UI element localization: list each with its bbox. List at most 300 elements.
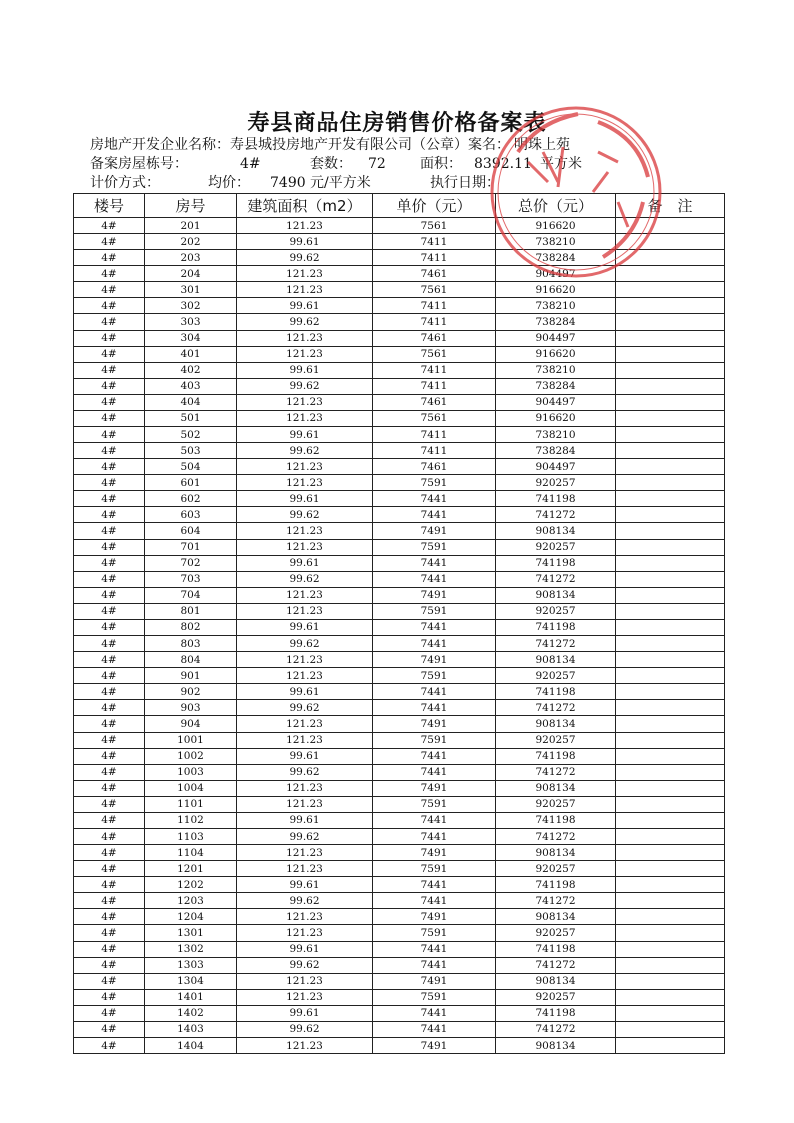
cell-area: 99.61: [237, 1005, 373, 1021]
header-room: 房号: [145, 194, 237, 218]
cell-unit-price: 7411: [373, 427, 496, 443]
table-row: [74, 636, 725, 652]
cell-total-price: 741272: [496, 764, 616, 780]
cell-building: 4#: [74, 668, 145, 684]
cell-room: 603: [145, 507, 237, 523]
table-row: [74, 652, 725, 668]
table-row: [74, 330, 725, 346]
cell-remarks: [616, 732, 725, 748]
cell-total-price: 738284: [496, 378, 616, 394]
table-row: [74, 410, 725, 426]
cell-total-price: 916620: [496, 410, 616, 426]
cell-remarks: [616, 828, 725, 844]
cell-total-price: 916620: [496, 218, 616, 234]
table-row: [74, 491, 725, 507]
cell-building: 4#: [74, 427, 145, 443]
table-row: [74, 668, 725, 684]
table-row: [74, 861, 725, 877]
table-row: [74, 459, 725, 475]
cell-total-price: 738210: [496, 427, 616, 443]
cell-building: 4#: [74, 636, 145, 652]
cell-remarks: [616, 668, 725, 684]
table-row: [74, 780, 725, 796]
table-row: [74, 877, 725, 893]
table-row: [74, 796, 725, 812]
cell-total-price: 741198: [496, 619, 616, 635]
cell-unit-price: 7441: [373, 507, 496, 523]
cell-remarks: [616, 973, 725, 989]
cell-total-price: 904497: [496, 459, 616, 475]
pricing-label: 计价方式：: [90, 175, 160, 191]
cell-remarks: [616, 764, 725, 780]
table-row: [74, 443, 725, 459]
cell-building: 4#: [74, 845, 145, 861]
cell-remarks: [616, 957, 725, 973]
table-row: [74, 362, 725, 378]
cell-area: 121.23: [237, 459, 373, 475]
table-row: [74, 925, 725, 941]
cell-remarks: [616, 1037, 725, 1053]
cell-room: 1201: [145, 861, 237, 877]
cell-building: 4#: [74, 796, 145, 812]
cell-remarks: [616, 507, 725, 523]
cell-remarks: [616, 812, 725, 828]
cell-area: 99.61: [237, 748, 373, 764]
cell-area: 99.61: [237, 812, 373, 828]
header-total-price: 总价（元）: [496, 194, 616, 218]
cell-area: 121.23: [237, 475, 373, 491]
table-row: [74, 973, 725, 989]
cell-area: 121.23: [237, 539, 373, 555]
cell-total-price: 908134: [496, 1037, 616, 1053]
cell-unit-price: 7491: [373, 909, 496, 925]
cell-area: 99.61: [237, 941, 373, 957]
table-row: [74, 218, 725, 234]
cell-unit-price: 7411: [373, 298, 496, 314]
cell-unit-price: 7591: [373, 668, 496, 684]
table-row: [74, 700, 725, 716]
cell-total-price: 738284: [496, 314, 616, 330]
table-row: [74, 234, 725, 250]
cell-room: 1404: [145, 1037, 237, 1053]
header-building: 楼号: [74, 194, 145, 218]
cell-unit-price: 7411: [373, 250, 496, 266]
cell-building: 4#: [74, 507, 145, 523]
cell-building: 4#: [74, 684, 145, 700]
header-unit-price: 单价（元）: [373, 194, 496, 218]
table-row: [74, 523, 725, 539]
building-row: [90, 155, 582, 173]
cell-unit-price: 7441: [373, 619, 496, 635]
cell-room: 502: [145, 427, 237, 443]
cell-room: 504: [145, 459, 237, 475]
cell-unit-price: 7461: [373, 330, 496, 346]
cell-building: 4#: [74, 909, 145, 925]
cell-total-price: 741272: [496, 957, 616, 973]
cell-area: 121.23: [237, 716, 373, 732]
avg-label: 均价：: [208, 175, 250, 191]
cell-total-price: 741198: [496, 1005, 616, 1021]
pricing-row: [90, 174, 500, 192]
cell-remarks: [616, 619, 725, 635]
units-label: 套数：: [310, 156, 352, 172]
cell-total-price: 920257: [496, 668, 616, 684]
cell-remarks: [616, 941, 725, 957]
area-label: 面积：: [420, 156, 462, 172]
cell-room: 904: [145, 716, 237, 732]
cell-total-price: 920257: [496, 989, 616, 1005]
cell-area: 99.62: [237, 443, 373, 459]
cell-total-price: 916620: [496, 346, 616, 362]
cell-room: 903: [145, 700, 237, 716]
cell-room: 303: [145, 314, 237, 330]
cell-unit-price: 7491: [373, 523, 496, 539]
cell-room: 703: [145, 571, 237, 587]
cell-building: 4#: [74, 539, 145, 555]
cell-unit-price: 7561: [373, 218, 496, 234]
cell-total-price: 920257: [496, 861, 616, 877]
cell-remarks: [616, 427, 725, 443]
cell-remarks: [616, 282, 725, 298]
cell-unit-price: 7411: [373, 378, 496, 394]
cell-room: 701: [145, 539, 237, 555]
cell-building: 4#: [74, 732, 145, 748]
cell-remarks: [616, 861, 725, 877]
cell-unit-price: 7441: [373, 1005, 496, 1021]
table-row: [74, 1005, 725, 1021]
area-value: 8392.11: [474, 156, 532, 172]
cell-unit-price: 7491: [373, 780, 496, 796]
cell-room: 1202: [145, 877, 237, 893]
cell-total-price: 916620: [496, 282, 616, 298]
cell-total-price: 738284: [496, 443, 616, 459]
cell-building: 4#: [74, 443, 145, 459]
cell-area: 121.23: [237, 973, 373, 989]
cell-remarks: [616, 716, 725, 732]
cell-unit-price: 7591: [373, 796, 496, 812]
cell-remarks: [616, 266, 725, 282]
cell-remarks: [616, 571, 725, 587]
cell-room: 1102: [145, 812, 237, 828]
cell-total-price: 920257: [496, 603, 616, 619]
cell-remarks: [616, 1021, 725, 1037]
cell-area: 121.23: [237, 282, 373, 298]
cell-room: 1302: [145, 941, 237, 957]
table-row: [74, 957, 725, 973]
cell-area: 99.61: [237, 877, 373, 893]
cell-room: 203: [145, 250, 237, 266]
cell-unit-price: 7491: [373, 845, 496, 861]
cell-area: 121.23: [237, 218, 373, 234]
cell-unit-price: 7441: [373, 555, 496, 571]
table-row: [74, 941, 725, 957]
cell-total-price: 741198: [496, 491, 616, 507]
cell-remarks: [616, 378, 725, 394]
cell-room: 602: [145, 491, 237, 507]
cell-unit-price: 7591: [373, 475, 496, 491]
cell-building: 4#: [74, 234, 145, 250]
cell-building: 4#: [74, 330, 145, 346]
cell-total-price: 741272: [496, 1021, 616, 1037]
cell-remarks: [616, 845, 725, 861]
cell-total-price: 741198: [496, 555, 616, 571]
cell-building: 4#: [74, 346, 145, 362]
cell-total-price: 908134: [496, 523, 616, 539]
cell-room: 1004: [145, 780, 237, 796]
cell-unit-price: 7491: [373, 587, 496, 603]
cell-room: 204: [145, 266, 237, 282]
cell-unit-price: 7441: [373, 491, 496, 507]
cell-area: 99.62: [237, 764, 373, 780]
cell-area: 99.61: [237, 427, 373, 443]
cell-unit-price: 7441: [373, 700, 496, 716]
cell-area: 99.62: [237, 957, 373, 973]
cell-total-price: 920257: [496, 732, 616, 748]
cell-remarks: [616, 459, 725, 475]
cell-remarks: [616, 587, 725, 603]
cell-total-price: 741198: [496, 877, 616, 893]
cell-total-price: 920257: [496, 539, 616, 555]
cell-unit-price: 7441: [373, 1021, 496, 1037]
cell-total-price: 738210: [496, 362, 616, 378]
cell-room: 402: [145, 362, 237, 378]
cell-building: 4#: [74, 410, 145, 426]
cell-total-price: 741272: [496, 507, 616, 523]
cell-unit-price: 7561: [373, 410, 496, 426]
cell-remarks: [616, 925, 725, 941]
cell-remarks: [616, 893, 725, 909]
cell-remarks: [616, 877, 725, 893]
building-label: 备案房屋栋号：: [90, 156, 188, 172]
table-row: [74, 989, 725, 1005]
cell-area: 121.23: [237, 796, 373, 812]
cell-room: 503: [145, 443, 237, 459]
cell-building: 4#: [74, 491, 145, 507]
cell-total-price: 920257: [496, 796, 616, 812]
cell-area: 121.23: [237, 652, 373, 668]
cell-building: 4#: [74, 619, 145, 635]
cell-area: 99.61: [237, 555, 373, 571]
cell-building: 4#: [74, 780, 145, 796]
table-row: [74, 748, 725, 764]
cell-remarks: [616, 234, 725, 250]
cell-unit-price: 7491: [373, 716, 496, 732]
table-row: [74, 314, 725, 330]
cell-unit-price: 7491: [373, 973, 496, 989]
cell-room: 804: [145, 652, 237, 668]
cell-room: 403: [145, 378, 237, 394]
cell-room: 604: [145, 523, 237, 539]
cell-remarks: [616, 491, 725, 507]
cell-total-price: 908134: [496, 780, 616, 796]
cell-remarks: [616, 250, 725, 266]
cell-remarks: [616, 603, 725, 619]
cell-room: 1104: [145, 845, 237, 861]
cell-building: 4#: [74, 394, 145, 410]
cell-total-price: 920257: [496, 475, 616, 491]
cell-room: 1101: [145, 796, 237, 812]
cell-area: 121.23: [237, 330, 373, 346]
cell-building: 4#: [74, 828, 145, 844]
cell-remarks: [616, 748, 725, 764]
table-row: [74, 571, 725, 587]
cell-room: 501: [145, 410, 237, 426]
cell-area: 121.23: [237, 346, 373, 362]
cell-room: 401: [145, 346, 237, 362]
table-row: [74, 346, 725, 362]
table-row: [74, 298, 725, 314]
cell-total-price: 741198: [496, 941, 616, 957]
cell-unit-price: 7441: [373, 893, 496, 909]
avg-unit: 元/平方米: [310, 175, 371, 191]
developer-row: [90, 136, 570, 154]
cell-area: 121.23: [237, 587, 373, 603]
cell-area: 99.61: [237, 298, 373, 314]
cell-area: 99.61: [237, 619, 373, 635]
cell-total-price: 741198: [496, 684, 616, 700]
cell-remarks: [616, 443, 725, 459]
cell-building: 4#: [74, 652, 145, 668]
table-row: [74, 812, 725, 828]
table-row: [74, 555, 725, 571]
cell-area: 99.62: [237, 700, 373, 716]
cell-room: 704: [145, 587, 237, 603]
cell-total-price: 908134: [496, 587, 616, 603]
cell-room: 1402: [145, 1005, 237, 1021]
cell-remarks: [616, 539, 725, 555]
cell-total-price: 904497: [496, 266, 616, 282]
cell-remarks: [616, 314, 725, 330]
cell-total-price: 908134: [496, 973, 616, 989]
cell-area: 99.62: [237, 828, 373, 844]
cell-unit-price: 7441: [373, 828, 496, 844]
table-row: [74, 764, 725, 780]
cell-room: 202: [145, 234, 237, 250]
cell-building: 4#: [74, 218, 145, 234]
header-remarks: 备 注: [616, 194, 725, 218]
cell-room: 1403: [145, 1021, 237, 1037]
cell-remarks: [616, 780, 725, 796]
cell-building: 4#: [74, 989, 145, 1005]
cell-remarks: [616, 652, 725, 668]
cell-total-price: 908134: [496, 909, 616, 925]
cell-total-price: 920257: [496, 925, 616, 941]
cell-building: 4#: [74, 1037, 145, 1053]
cell-area: 121.23: [237, 732, 373, 748]
cell-area: 99.62: [237, 1021, 373, 1037]
cell-unit-price: 7411: [373, 443, 496, 459]
table-row: [74, 828, 725, 844]
cell-unit-price: 7591: [373, 539, 496, 555]
cell-room: 404: [145, 394, 237, 410]
cell-room: 1304: [145, 973, 237, 989]
cell-building: 4#: [74, 266, 145, 282]
cell-building: 4#: [74, 861, 145, 877]
cell-unit-price: 7591: [373, 989, 496, 1005]
cell-area: 121.23: [237, 603, 373, 619]
cell-building: 4#: [74, 571, 145, 587]
cell-area: 121.23: [237, 845, 373, 861]
cell-unit-price: 7461: [373, 394, 496, 410]
cell-area: 121.23: [237, 780, 373, 796]
project-name: 明珠上苑: [514, 137, 570, 153]
table-row: [74, 1021, 725, 1037]
cell-room: 302: [145, 298, 237, 314]
cell-total-price: 741272: [496, 571, 616, 587]
table-body: [74, 218, 725, 1054]
cell-unit-price: 7441: [373, 812, 496, 828]
table-row: [74, 603, 725, 619]
building-no: 4#: [240, 156, 261, 172]
cell-remarks: [616, 636, 725, 652]
cell-building: 4#: [74, 555, 145, 571]
area-unit: 平方米: [540, 156, 582, 172]
cell-building: 4#: [74, 1005, 145, 1021]
cell-building: 4#: [74, 973, 145, 989]
cell-building: 4#: [74, 812, 145, 828]
cell-room: 1002: [145, 748, 237, 764]
cell-building: 4#: [74, 250, 145, 266]
document-title: 寿县商品住房销售价格备案表: [247, 111, 547, 136]
table-row: [74, 250, 725, 266]
project-label: 案名：: [468, 137, 510, 153]
table-row: [74, 893, 725, 909]
table-row: [74, 507, 725, 523]
cell-total-price: 904497: [496, 330, 616, 346]
cell-room: 803: [145, 636, 237, 652]
cell-remarks: [616, 989, 725, 1005]
cell-area: 121.23: [237, 861, 373, 877]
cell-area: 99.61: [237, 684, 373, 700]
cell-room: 702: [145, 555, 237, 571]
cell-area: 99.61: [237, 491, 373, 507]
table-row: [74, 684, 725, 700]
developer-label: 房地产开发企业名称：: [90, 137, 230, 153]
cell-building: 4#: [74, 362, 145, 378]
cell-building: 4#: [74, 764, 145, 780]
exec-date-label: 执行日期：: [430, 175, 500, 191]
cell-area: 121.23: [237, 1037, 373, 1053]
cell-unit-price: 7591: [373, 925, 496, 941]
cell-building: 4#: [74, 700, 145, 716]
cell-remarks: [616, 394, 725, 410]
table-header-row: [74, 194, 725, 218]
cell-room: 802: [145, 619, 237, 635]
cell-room: 201: [145, 218, 237, 234]
cell-total-price: 908134: [496, 716, 616, 732]
cell-total-price: 741272: [496, 636, 616, 652]
cell-room: 801: [145, 603, 237, 619]
cell-total-price: 904497: [496, 394, 616, 410]
cell-remarks: [616, 362, 725, 378]
cell-building: 4#: [74, 748, 145, 764]
cell-unit-price: 7591: [373, 732, 496, 748]
cell-building: 4#: [74, 459, 145, 475]
cell-building: 4#: [74, 877, 145, 893]
cell-building: 4#: [74, 523, 145, 539]
cell-area: 99.62: [237, 507, 373, 523]
cell-unit-price: 7441: [373, 636, 496, 652]
cell-total-price: 741272: [496, 700, 616, 716]
cell-room: 902: [145, 684, 237, 700]
cell-remarks: [616, 346, 725, 362]
cell-room: 601: [145, 475, 237, 491]
cell-area: 121.23: [237, 394, 373, 410]
table-row: [74, 909, 725, 925]
cell-area: 99.62: [237, 893, 373, 909]
cell-remarks: [616, 330, 725, 346]
table-row: [74, 716, 725, 732]
